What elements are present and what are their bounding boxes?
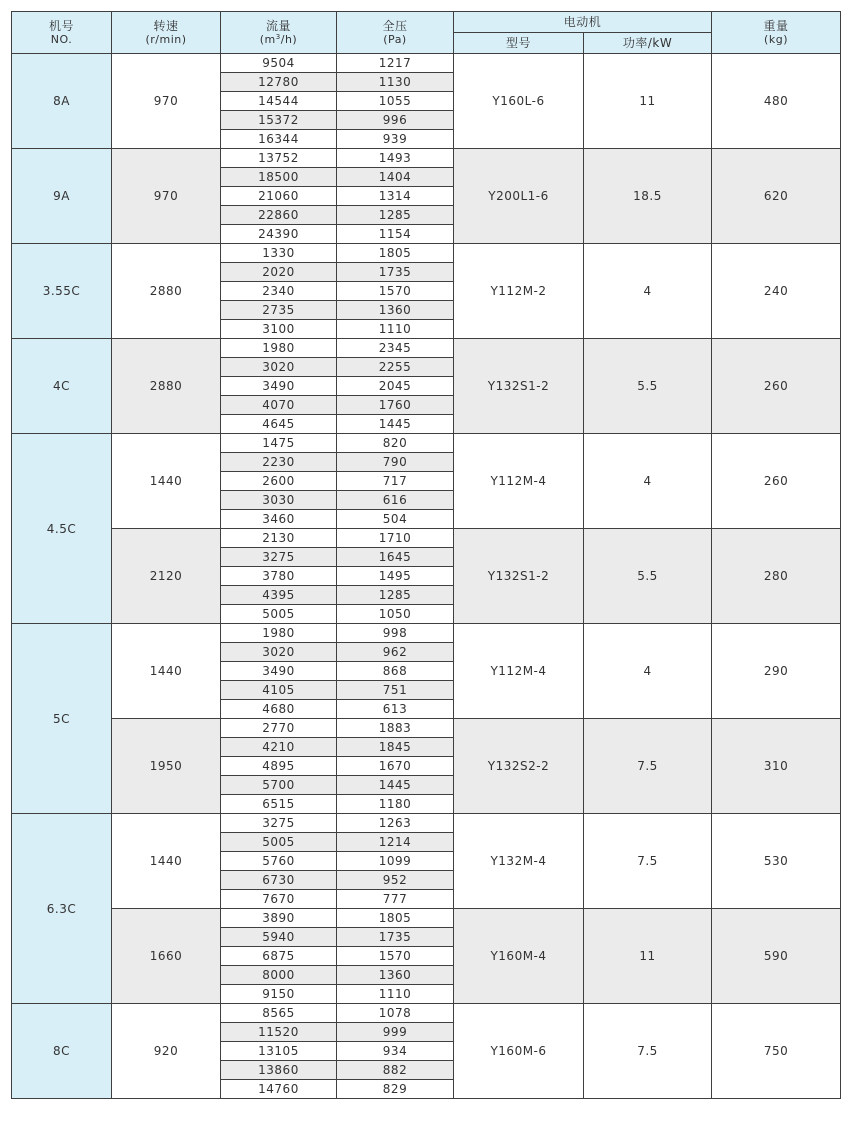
pressure-cell: 1404 bbox=[337, 168, 454, 187]
flow-cell: 2770 bbox=[221, 719, 337, 738]
header-pressure bbox=[337, 12, 454, 54]
header-model bbox=[12, 12, 112, 54]
pressure-cell: 1493 bbox=[337, 149, 454, 168]
pressure-cell: 1180 bbox=[337, 795, 454, 814]
pressure-cell: 868 bbox=[337, 662, 454, 681]
speed-cell: 920 bbox=[112, 1004, 221, 1099]
fan-spec-table bbox=[11, 11, 841, 1099]
header-motor: 电动机 bbox=[454, 12, 712, 33]
flow-cell: 6875 bbox=[221, 947, 337, 966]
flow-cell: 8565 bbox=[221, 1004, 337, 1023]
flow-cell: 16344 bbox=[221, 130, 337, 149]
pressure-cell: 717 bbox=[337, 472, 454, 491]
flow-cell: 2600 bbox=[221, 472, 337, 491]
pressure-cell: 1360 bbox=[337, 301, 454, 320]
pressure-cell: 1570 bbox=[337, 282, 454, 301]
pressure-cell: 820 bbox=[337, 434, 454, 453]
speed-cell: 2880 bbox=[112, 339, 221, 434]
pressure-cell: 1110 bbox=[337, 985, 454, 1004]
header-speed-unit: (r/min) bbox=[145, 32, 187, 46]
flow-cell: 3020 bbox=[221, 358, 337, 377]
pressure-cell: 939 bbox=[337, 130, 454, 149]
pressure-cell: 1314 bbox=[337, 187, 454, 206]
pressure-cell: 882 bbox=[337, 1061, 454, 1080]
header-pressure-unit: (Pa) bbox=[383, 32, 407, 46]
table-row bbox=[12, 434, 841, 453]
speed-cell: 1440 bbox=[112, 814, 221, 909]
pressure-cell: 962 bbox=[337, 643, 454, 662]
flow-cell: 15372 bbox=[221, 111, 337, 130]
flow-cell: 3780 bbox=[221, 567, 337, 586]
pressure-cell: 1570 bbox=[337, 947, 454, 966]
motor-power-cell: 4 bbox=[584, 624, 712, 719]
flow-cell: 14760 bbox=[221, 1080, 337, 1099]
speed-cell: 2120 bbox=[112, 529, 221, 624]
weight-cell: 620 bbox=[712, 149, 841, 244]
pressure-cell: 1099 bbox=[337, 852, 454, 871]
speed-cell: 1440 bbox=[112, 624, 221, 719]
flow-cell: 9504 bbox=[221, 54, 337, 73]
flow-cell: 3890 bbox=[221, 909, 337, 928]
pressure-cell: 1735 bbox=[337, 928, 454, 947]
motor-power-cell: 5.5 bbox=[584, 529, 712, 624]
pressure-cell: 1670 bbox=[337, 757, 454, 776]
flow-cell: 4895 bbox=[221, 757, 337, 776]
flow-cell: 2230 bbox=[221, 453, 337, 472]
header-speed bbox=[112, 12, 221, 54]
motor-type-cell: Y112M-4 bbox=[454, 624, 584, 719]
pressure-cell: 1154 bbox=[337, 225, 454, 244]
pressure-cell: 2045 bbox=[337, 377, 454, 396]
table-body bbox=[12, 54, 841, 1099]
table-row bbox=[12, 339, 841, 358]
flow-cell: 2340 bbox=[221, 282, 337, 301]
motor-power-cell: 18.5 bbox=[584, 149, 712, 244]
weight-cell: 260 bbox=[712, 434, 841, 529]
weight-cell: 310 bbox=[712, 719, 841, 814]
flow-cell: 21060 bbox=[221, 187, 337, 206]
model-no-cell: 4C bbox=[12, 339, 112, 434]
pressure-cell: 999 bbox=[337, 1023, 454, 1042]
flow-cell: 4645 bbox=[221, 415, 337, 434]
motor-type-cell: Y132S1-2 bbox=[454, 339, 584, 434]
pressure-cell: 1735 bbox=[337, 263, 454, 282]
flow-cell: 3275 bbox=[221, 814, 337, 833]
pressure-cell: 1495 bbox=[337, 567, 454, 586]
flow-cell: 6515 bbox=[221, 795, 337, 814]
header-weight bbox=[712, 12, 841, 54]
weight-cell: 280 bbox=[712, 529, 841, 624]
speed-cell: 1950 bbox=[112, 719, 221, 814]
motor-power-cell: 7.5 bbox=[584, 719, 712, 814]
table-row bbox=[12, 149, 841, 168]
motor-type-cell: Y112M-2 bbox=[454, 244, 584, 339]
pressure-cell: 829 bbox=[337, 1080, 454, 1099]
header-flow-label: 流量 bbox=[265, 18, 291, 33]
motor-power-cell: 7.5 bbox=[584, 814, 712, 909]
model-no-cell: 4.5C bbox=[12, 434, 112, 624]
flow-cell: 2020 bbox=[221, 263, 337, 282]
pressure-cell: 1445 bbox=[337, 415, 454, 434]
flow-cell: 24390 bbox=[221, 225, 337, 244]
flow-cell: 3030 bbox=[221, 491, 337, 510]
pressure-cell: 934 bbox=[337, 1042, 454, 1061]
flow-cell: 13105 bbox=[221, 1042, 337, 1061]
model-no-cell: 5C bbox=[12, 624, 112, 814]
table-row bbox=[12, 719, 841, 738]
motor-type-cell: Y132S2-2 bbox=[454, 719, 584, 814]
table-header bbox=[12, 12, 841, 54]
pressure-cell: 1360 bbox=[337, 966, 454, 985]
flow-cell: 3020 bbox=[221, 643, 337, 662]
weight-cell: 260 bbox=[712, 339, 841, 434]
flow-cell: 5005 bbox=[221, 833, 337, 852]
header-model-sub: NO. bbox=[50, 32, 73, 46]
pressure-cell: 1845 bbox=[337, 738, 454, 757]
speed-cell: 970 bbox=[112, 54, 221, 149]
flow-cell: 5700 bbox=[221, 776, 337, 795]
header-weight-label: 重量 bbox=[763, 18, 789, 33]
pressure-cell: 1110 bbox=[337, 320, 454, 339]
weight-cell: 750 bbox=[712, 1004, 841, 1099]
motor-power-cell: 11 bbox=[584, 54, 712, 149]
flow-cell: 5005 bbox=[221, 605, 337, 624]
motor-type-cell: Y132M-4 bbox=[454, 814, 584, 909]
flow-cell: 2735 bbox=[221, 301, 337, 320]
flow-cell: 5940 bbox=[221, 928, 337, 947]
pressure-cell: 1217 bbox=[337, 54, 454, 73]
flow-cell: 18500 bbox=[221, 168, 337, 187]
table-row bbox=[12, 814, 841, 833]
flow-cell: 14544 bbox=[221, 92, 337, 111]
header-flow bbox=[221, 12, 337, 54]
flow-cell: 6730 bbox=[221, 871, 337, 890]
table-row bbox=[12, 244, 841, 263]
model-no-cell: 8A bbox=[12, 54, 112, 149]
motor-type-cell: Y160L-6 bbox=[454, 54, 584, 149]
header-weight-unit: (kg) bbox=[764, 32, 788, 46]
flow-cell: 1330 bbox=[221, 244, 337, 263]
flow-cell: 11520 bbox=[221, 1023, 337, 1042]
flow-cell: 4210 bbox=[221, 738, 337, 757]
pressure-cell: 1130 bbox=[337, 73, 454, 92]
pressure-cell: 790 bbox=[337, 453, 454, 472]
pressure-cell: 1078 bbox=[337, 1004, 454, 1023]
pressure-cell: 1055 bbox=[337, 92, 454, 111]
motor-power-cell: 4 bbox=[584, 244, 712, 339]
pressure-cell: 1805 bbox=[337, 244, 454, 263]
model-no-cell: 3.55C bbox=[12, 244, 112, 339]
speed-cell: 1440 bbox=[112, 434, 221, 529]
flow-cell: 1980 bbox=[221, 624, 337, 643]
weight-cell: 480 bbox=[712, 54, 841, 149]
motor-type-cell: Y200L1-6 bbox=[454, 149, 584, 244]
flow-cell: 3460 bbox=[221, 510, 337, 529]
pressure-cell: 613 bbox=[337, 700, 454, 719]
pressure-cell: 1883 bbox=[337, 719, 454, 738]
flow-cell: 3275 bbox=[221, 548, 337, 567]
flow-cell: 3100 bbox=[221, 320, 337, 339]
pressure-cell: 1214 bbox=[337, 833, 454, 852]
flow-cell: 13752 bbox=[221, 149, 337, 168]
flow-cell: 22860 bbox=[221, 206, 337, 225]
speed-cell: 1660 bbox=[112, 909, 221, 1004]
model-no-cell: 8C bbox=[12, 1004, 112, 1099]
pressure-cell: 998 bbox=[337, 624, 454, 643]
pressure-cell: 504 bbox=[337, 510, 454, 529]
header-model-label: 机号 bbox=[48, 18, 74, 33]
table-row bbox=[12, 1004, 841, 1023]
pressure-cell: 751 bbox=[337, 681, 454, 700]
pressure-cell: 777 bbox=[337, 890, 454, 909]
pressure-cell: 1285 bbox=[337, 586, 454, 605]
pressure-cell: 952 bbox=[337, 871, 454, 890]
flow-cell: 4680 bbox=[221, 700, 337, 719]
pressure-cell: 1285 bbox=[337, 206, 454, 225]
pressure-cell: 1760 bbox=[337, 396, 454, 415]
header-flow-unit: $(m^3/h)$ bbox=[259, 32, 298, 46]
pressure-cell: 616 bbox=[337, 491, 454, 510]
flow-cell: 12780 bbox=[221, 73, 337, 92]
speed-cell: 970 bbox=[112, 149, 221, 244]
motor-type-cell: Y132S1-2 bbox=[454, 529, 584, 624]
header-motor-power: 功率/kW bbox=[584, 33, 712, 54]
header-speed-label: 转速 bbox=[153, 18, 179, 33]
flow-cell: 1980 bbox=[221, 339, 337, 358]
pressure-cell: 1710 bbox=[337, 529, 454, 548]
motor-power-cell: 5.5 bbox=[584, 339, 712, 434]
pressure-cell: 1445 bbox=[337, 776, 454, 795]
flow-cell: 13860 bbox=[221, 1061, 337, 1080]
flow-cell: 3490 bbox=[221, 662, 337, 681]
motor-power-cell: 11 bbox=[584, 909, 712, 1004]
pressure-cell: 1805 bbox=[337, 909, 454, 928]
motor-type-cell: Y112M-4 bbox=[454, 434, 584, 529]
flow-cell: 3490 bbox=[221, 377, 337, 396]
motor-type-cell: Y160M-4 bbox=[454, 909, 584, 1004]
table-row bbox=[12, 529, 841, 548]
weight-cell: 240 bbox=[712, 244, 841, 339]
model-no-cell: 9A bbox=[12, 149, 112, 244]
flow-cell: 5760 bbox=[221, 852, 337, 871]
pressure-cell: 996 bbox=[337, 111, 454, 130]
pressure-cell: 2345 bbox=[337, 339, 454, 358]
pressure-cell: 1645 bbox=[337, 548, 454, 567]
motor-power-cell: 7.5 bbox=[584, 1004, 712, 1099]
pressure-cell: 2255 bbox=[337, 358, 454, 377]
flow-cell: 1475 bbox=[221, 434, 337, 453]
header-motor-type: 型号 bbox=[454, 33, 584, 54]
speed-cell: 2880 bbox=[112, 244, 221, 339]
flow-cell: 7670 bbox=[221, 890, 337, 909]
header-pressure-label: 全压 bbox=[382, 18, 408, 33]
flow-cell: 4395 bbox=[221, 586, 337, 605]
weight-cell: 530 bbox=[712, 814, 841, 909]
table-row bbox=[12, 54, 841, 73]
flow-cell: 2130 bbox=[221, 529, 337, 548]
flow-cell: 8000 bbox=[221, 966, 337, 985]
motor-power-cell: 4 bbox=[584, 434, 712, 529]
pressure-cell: 1263 bbox=[337, 814, 454, 833]
pressure-cell: 1050 bbox=[337, 605, 454, 624]
flow-cell: 4070 bbox=[221, 396, 337, 415]
weight-cell: 590 bbox=[712, 909, 841, 1004]
motor-type-cell: Y160M-6 bbox=[454, 1004, 584, 1099]
model-no-cell: 6.3C bbox=[12, 814, 112, 1004]
flow-cell: 4105 bbox=[221, 681, 337, 700]
table-row bbox=[12, 909, 841, 928]
flow-cell: 9150 bbox=[221, 985, 337, 1004]
weight-cell: 290 bbox=[712, 624, 841, 719]
table-row bbox=[12, 624, 841, 643]
